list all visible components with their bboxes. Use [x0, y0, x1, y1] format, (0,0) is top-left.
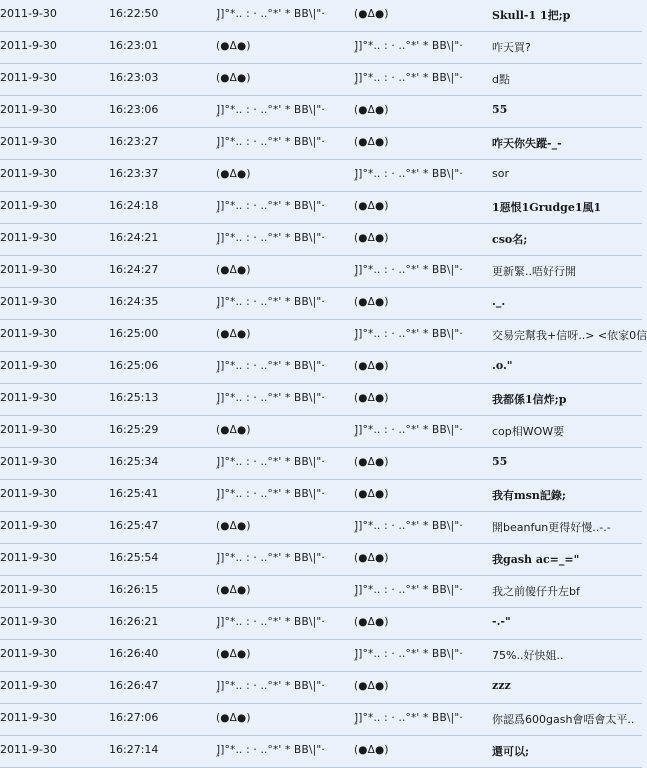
log-row	[0, 576, 642, 608]
log-recipient	[354, 647, 486, 671]
nickname-tail-mark: ″	[354, 82, 358, 93]
log-recipient	[354, 231, 486, 255]
log-time: 16:26:21	[109, 615, 159, 628]
log-date: 2011-9-30	[0, 167, 57, 180]
nickname-tail-mark: ″	[354, 594, 358, 605]
sender-nickname: ]]°*.. : · ..°*' * BB\|"·	[216, 552, 325, 564]
nickname-tail-mark: ″	[354, 658, 358, 669]
log-date: 2011-9-30	[0, 327, 57, 340]
log-time: 16:25:29	[109, 423, 159, 436]
log-time: 16:25:00	[109, 327, 159, 340]
recipient-nickname: (●Δ●)	[354, 616, 389, 628]
sender-nickname: (●Δ●)	[216, 264, 251, 276]
log-recipient	[354, 743, 486, 767]
log-recipient	[354, 551, 486, 575]
log-date: 2011-9-30	[0, 551, 57, 564]
log-sender	[216, 327, 348, 351]
recipient-nickname: (●Δ●)	[354, 136, 389, 148]
log-time: 16:23:03	[109, 71, 159, 84]
log-time: 16:23:27	[109, 135, 159, 148]
log-row	[0, 608, 642, 640]
nickname-tail-mark: ″	[216, 466, 220, 477]
sender-nickname: ]]°*.. : · ..°*' * BB\|"·	[216, 8, 325, 20]
log-date: 2011-9-30	[0, 391, 57, 404]
sender-nickname: ]]°*.. : · ..°*' * BB\|"·	[216, 136, 325, 148]
log-sender	[216, 295, 348, 319]
log-message: 75%..好快姐..	[492, 649, 564, 662]
nickname-tail-mark: ″	[216, 242, 220, 253]
log-row	[0, 288, 642, 320]
log-date: 2011-9-30	[0, 423, 57, 436]
log-recipient	[354, 487, 486, 511]
log-sender	[216, 711, 348, 735]
log-recipient	[354, 263, 486, 287]
log-time: 16:25:47	[109, 519, 159, 532]
recipient-nickname: (●Δ●)	[354, 680, 389, 692]
nickname-tail-mark: ″	[354, 274, 358, 285]
recipient-nickname: ]]°*.. : · ..°*' * BB\|"·	[354, 584, 463, 596]
log-sender	[216, 199, 348, 223]
log-recipient	[354, 327, 486, 351]
log-date: 2011-9-30	[0, 711, 57, 724]
log-row	[0, 320, 647, 352]
log-date: 2011-9-30	[0, 231, 57, 244]
log-sender	[216, 615, 348, 639]
log-date: 2011-9-30	[0, 647, 57, 660]
log-message: 開beanfun更得好慢..-.-	[492, 521, 611, 534]
log-message: cso名;	[492, 233, 528, 246]
recipient-nickname: ]]°*.. : · ..°*' * BB\|"·	[354, 648, 463, 660]
log-recipient	[354, 71, 486, 95]
log-message: zzz	[492, 679, 511, 692]
nickname-tail-mark: ″	[216, 370, 220, 381]
sender-nickname: ]]°*.. : · ..°*' * BB\|"·	[216, 360, 325, 372]
log-date: 2011-9-30	[0, 487, 57, 500]
recipient-nickname: ]]°*.. : · ..°*' * BB\|"·	[354, 520, 463, 532]
log-time: 16:25:54	[109, 551, 159, 564]
sender-nickname: (●Δ●)	[216, 584, 251, 596]
sender-nickname: (●Δ●)	[216, 72, 251, 84]
log-recipient	[354, 103, 486, 127]
log-recipient	[354, 7, 486, 31]
log-sender	[216, 359, 348, 383]
sender-nickname: (●Δ●)	[216, 648, 251, 660]
log-sender	[216, 647, 348, 671]
sender-nickname: ]]°*.. : · ..°*' * BB\|"·	[216, 200, 325, 212]
log-row	[0, 448, 642, 480]
nickname-tail-mark: ″	[216, 754, 220, 765]
log-message: 我有msn記錄;	[492, 489, 566, 502]
recipient-nickname: (●Δ●)	[354, 552, 389, 564]
recipient-nickname: (●Δ●)	[354, 392, 389, 404]
log-row	[0, 704, 642, 736]
log-recipient	[354, 423, 486, 447]
log-time: 16:24:35	[109, 295, 159, 308]
log-row	[0, 96, 642, 128]
log-time: 16:24:18	[109, 199, 159, 212]
log-time: 16:26:47	[109, 679, 159, 692]
recipient-nickname: ]]°*.. : · ..°*' * BB\|"·	[354, 72, 463, 84]
log-sender	[216, 487, 348, 511]
log-date: 2011-9-30	[0, 583, 57, 596]
nickname-tail-mark: ″	[216, 306, 220, 317]
log-date: 2011-9-30	[0, 359, 57, 372]
log-time: 16:26:15	[109, 583, 159, 596]
nickname-tail-mark: ″	[216, 402, 220, 413]
log-message: 還可以;	[492, 745, 530, 758]
sender-nickname: ]]°*.. : · ..°*' * BB\|"·	[216, 392, 325, 404]
log-row	[0, 512, 642, 544]
sender-nickname: (●Δ●)	[216, 168, 251, 180]
recipient-nickname: ]]°*.. : · ..°*' * BB\|"·	[354, 328, 463, 340]
log-recipient	[354, 391, 486, 415]
log-row	[0, 544, 642, 576]
log-message: 1惡恨1Grudge1風1	[492, 201, 602, 214]
log-sender	[216, 583, 348, 607]
nickname-tail-mark: ″	[216, 18, 220, 29]
nickname-tail-mark: ″	[354, 434, 358, 445]
sender-nickname: (●Δ●)	[216, 40, 251, 52]
log-recipient	[354, 711, 486, 735]
log-sender	[216, 167, 348, 191]
log-row	[0, 32, 642, 64]
log-sender	[216, 71, 348, 95]
log-message: -.-"	[492, 615, 511, 628]
log-row	[0, 256, 642, 288]
nickname-tail-mark: ″	[216, 626, 220, 637]
log-time: 16:23:01	[109, 39, 159, 52]
log-message: .o."	[492, 359, 513, 372]
sender-nickname: ]]°*.. : · ..°*' * BB\|"·	[216, 296, 325, 308]
log-message: cop相WOW要	[492, 425, 565, 438]
log-time: 16:27:14	[109, 743, 159, 756]
log-time: 16:25:13	[109, 391, 159, 404]
log-sender	[216, 231, 348, 255]
recipient-nickname: (●Δ●)	[354, 104, 389, 116]
nickname-tail-mark: ″	[354, 178, 358, 189]
log-recipient	[354, 615, 486, 639]
log-recipient	[354, 583, 486, 607]
log-message: 我gash ac=_="	[492, 553, 580, 566]
log-sender	[216, 391, 348, 415]
log-sender	[216, 519, 348, 543]
log-recipient	[354, 135, 486, 159]
log-date: 2011-9-30	[0, 455, 57, 468]
log-sender	[216, 455, 348, 479]
recipient-nickname: (●Δ●)	[354, 456, 389, 468]
log-time: 16:22:50	[109, 7, 159, 20]
log-sender	[216, 551, 348, 575]
recipient-nickname: (●Δ●)	[354, 744, 389, 756]
nickname-tail-mark: ″	[354, 722, 358, 733]
log-message: 55	[492, 103, 508, 116]
recipient-nickname: (●Δ●)	[354, 8, 389, 20]
recipient-nickname: ]]°*.. : · ..°*' * BB\|"·	[354, 264, 463, 276]
sender-nickname: ]]°*.. : · ..°*' * BB\|"·	[216, 616, 325, 628]
log-date: 2011-9-30	[0, 39, 57, 52]
log-time: 16:24:27	[109, 263, 159, 276]
log-recipient	[354, 519, 486, 543]
log-row	[0, 160, 642, 192]
log-row	[0, 384, 642, 416]
log-date: 2011-9-30	[0, 199, 57, 212]
recipient-nickname: ]]°*.. : · ..°*' * BB\|"·	[354, 168, 463, 180]
recipient-nickname: (●Δ●)	[354, 488, 389, 500]
log-row	[0, 480, 642, 512]
log-row	[0, 192, 642, 224]
log-message: 我之前傻仔升左bf	[492, 585, 580, 598]
nickname-tail-mark: ″	[354, 338, 358, 349]
log-date: 2011-9-30	[0, 519, 57, 532]
log-date: 2011-9-30	[0, 103, 57, 116]
nickname-tail-mark: ″	[216, 562, 220, 573]
log-message: 我都係1信炸;p	[492, 393, 567, 406]
nickname-tail-mark: ″	[354, 50, 358, 61]
sender-nickname: ]]°*.. : · ..°*' * BB\|"·	[216, 104, 325, 116]
log-message: 咋天你失蹤-_-	[492, 137, 562, 150]
log-sender	[216, 423, 348, 447]
log-time: 16:25:06	[109, 359, 159, 372]
log-sender	[216, 679, 348, 703]
log-sender	[216, 7, 348, 31]
log-row	[0, 640, 642, 672]
log-time: 16:26:40	[109, 647, 159, 660]
log-message: 你認爲600gash會唔會太平..	[492, 713, 635, 726]
nickname-tail-mark: ″	[216, 210, 220, 221]
log-sender	[216, 743, 348, 767]
log-time: 16:27:06	[109, 711, 159, 724]
log-date: 2011-9-30	[0, 295, 57, 308]
log-date: 2011-9-30	[0, 615, 57, 628]
sender-nickname: ]]°*.. : · ..°*' * BB\|"·	[216, 744, 325, 756]
log-recipient	[354, 359, 486, 383]
recipient-nickname: (●Δ●)	[354, 360, 389, 372]
sender-nickname: (●Δ●)	[216, 712, 251, 724]
log-recipient	[354, 39, 486, 63]
log-date: 2011-9-30	[0, 7, 57, 20]
log-message: 更新緊..唔好行開	[492, 265, 576, 278]
log-date: 2011-9-30	[0, 679, 57, 692]
recipient-nickname: ]]°*.. : · ..°*' * BB\|"·	[354, 424, 463, 436]
log-sender	[216, 39, 348, 63]
log-row	[0, 672, 642, 704]
log-sender	[216, 263, 348, 287]
log-recipient	[354, 199, 486, 223]
log-date: 2011-9-30	[0, 743, 57, 756]
log-time: 16:25:34	[109, 455, 159, 468]
log-message: Skull-1 1把;p	[492, 9, 571, 22]
log-row	[0, 736, 642, 768]
log-time: 16:25:41	[109, 487, 159, 500]
log-date: 2011-9-30	[0, 135, 57, 148]
sender-nickname: (●Δ●)	[216, 520, 251, 532]
log-time: 16:23:06	[109, 103, 159, 116]
log-message: ._.	[492, 295, 506, 308]
log-message: 咋天買?	[492, 41, 531, 54]
log-recipient	[354, 295, 486, 319]
nickname-tail-mark: ″	[216, 690, 220, 701]
nickname-tail-mark: ″	[216, 498, 220, 509]
log-recipient	[354, 167, 486, 191]
log-message: sor	[492, 167, 509, 180]
recipient-nickname: (●Δ●)	[354, 200, 389, 212]
log-message: d點	[492, 73, 510, 86]
log-time: 16:24:21	[109, 231, 159, 244]
log-sender	[216, 135, 348, 159]
log-sender	[216, 103, 348, 127]
log-row	[0, 352, 642, 384]
log-row	[0, 416, 642, 448]
log-time: 16:23:37	[109, 167, 159, 180]
log-recipient	[354, 455, 486, 479]
log-message: 交易完幫我+信呀..> <依家0信	[492, 329, 647, 342]
sender-nickname: (●Δ●)	[216, 424, 251, 436]
log-recipient	[354, 679, 486, 703]
log-message: 55	[492, 455, 508, 468]
log-row	[0, 0, 642, 32]
log-row	[0, 64, 642, 96]
nickname-tail-mark: ″	[216, 114, 220, 125]
nickname-tail-mark: ″	[216, 146, 220, 157]
log-row	[0, 128, 642, 160]
nickname-tail-mark: ″	[354, 530, 358, 541]
recipient-nickname: (●Δ●)	[354, 232, 389, 244]
log-date: 2011-9-30	[0, 263, 57, 276]
log-date: 2011-9-30	[0, 71, 57, 84]
recipient-nickname: ]]°*.. : · ..°*' * BB\|"·	[354, 712, 463, 724]
sender-nickname: (●Δ●)	[216, 328, 251, 340]
recipient-nickname: (●Δ●)	[354, 296, 389, 308]
sender-nickname: ]]°*.. : · ..°*' * BB\|"·	[216, 456, 325, 468]
log-row	[0, 224, 642, 256]
sender-nickname: ]]°*.. : · ..°*' * BB\|"·	[216, 680, 325, 692]
recipient-nickname: ]]°*.. : · ..°*' * BB\|"·	[354, 40, 463, 52]
sender-nickname: ]]°*.. : · ..°*' * BB\|"·	[216, 232, 325, 244]
sender-nickname: ]]°*.. : · ..°*' * BB\|"·	[216, 488, 325, 500]
